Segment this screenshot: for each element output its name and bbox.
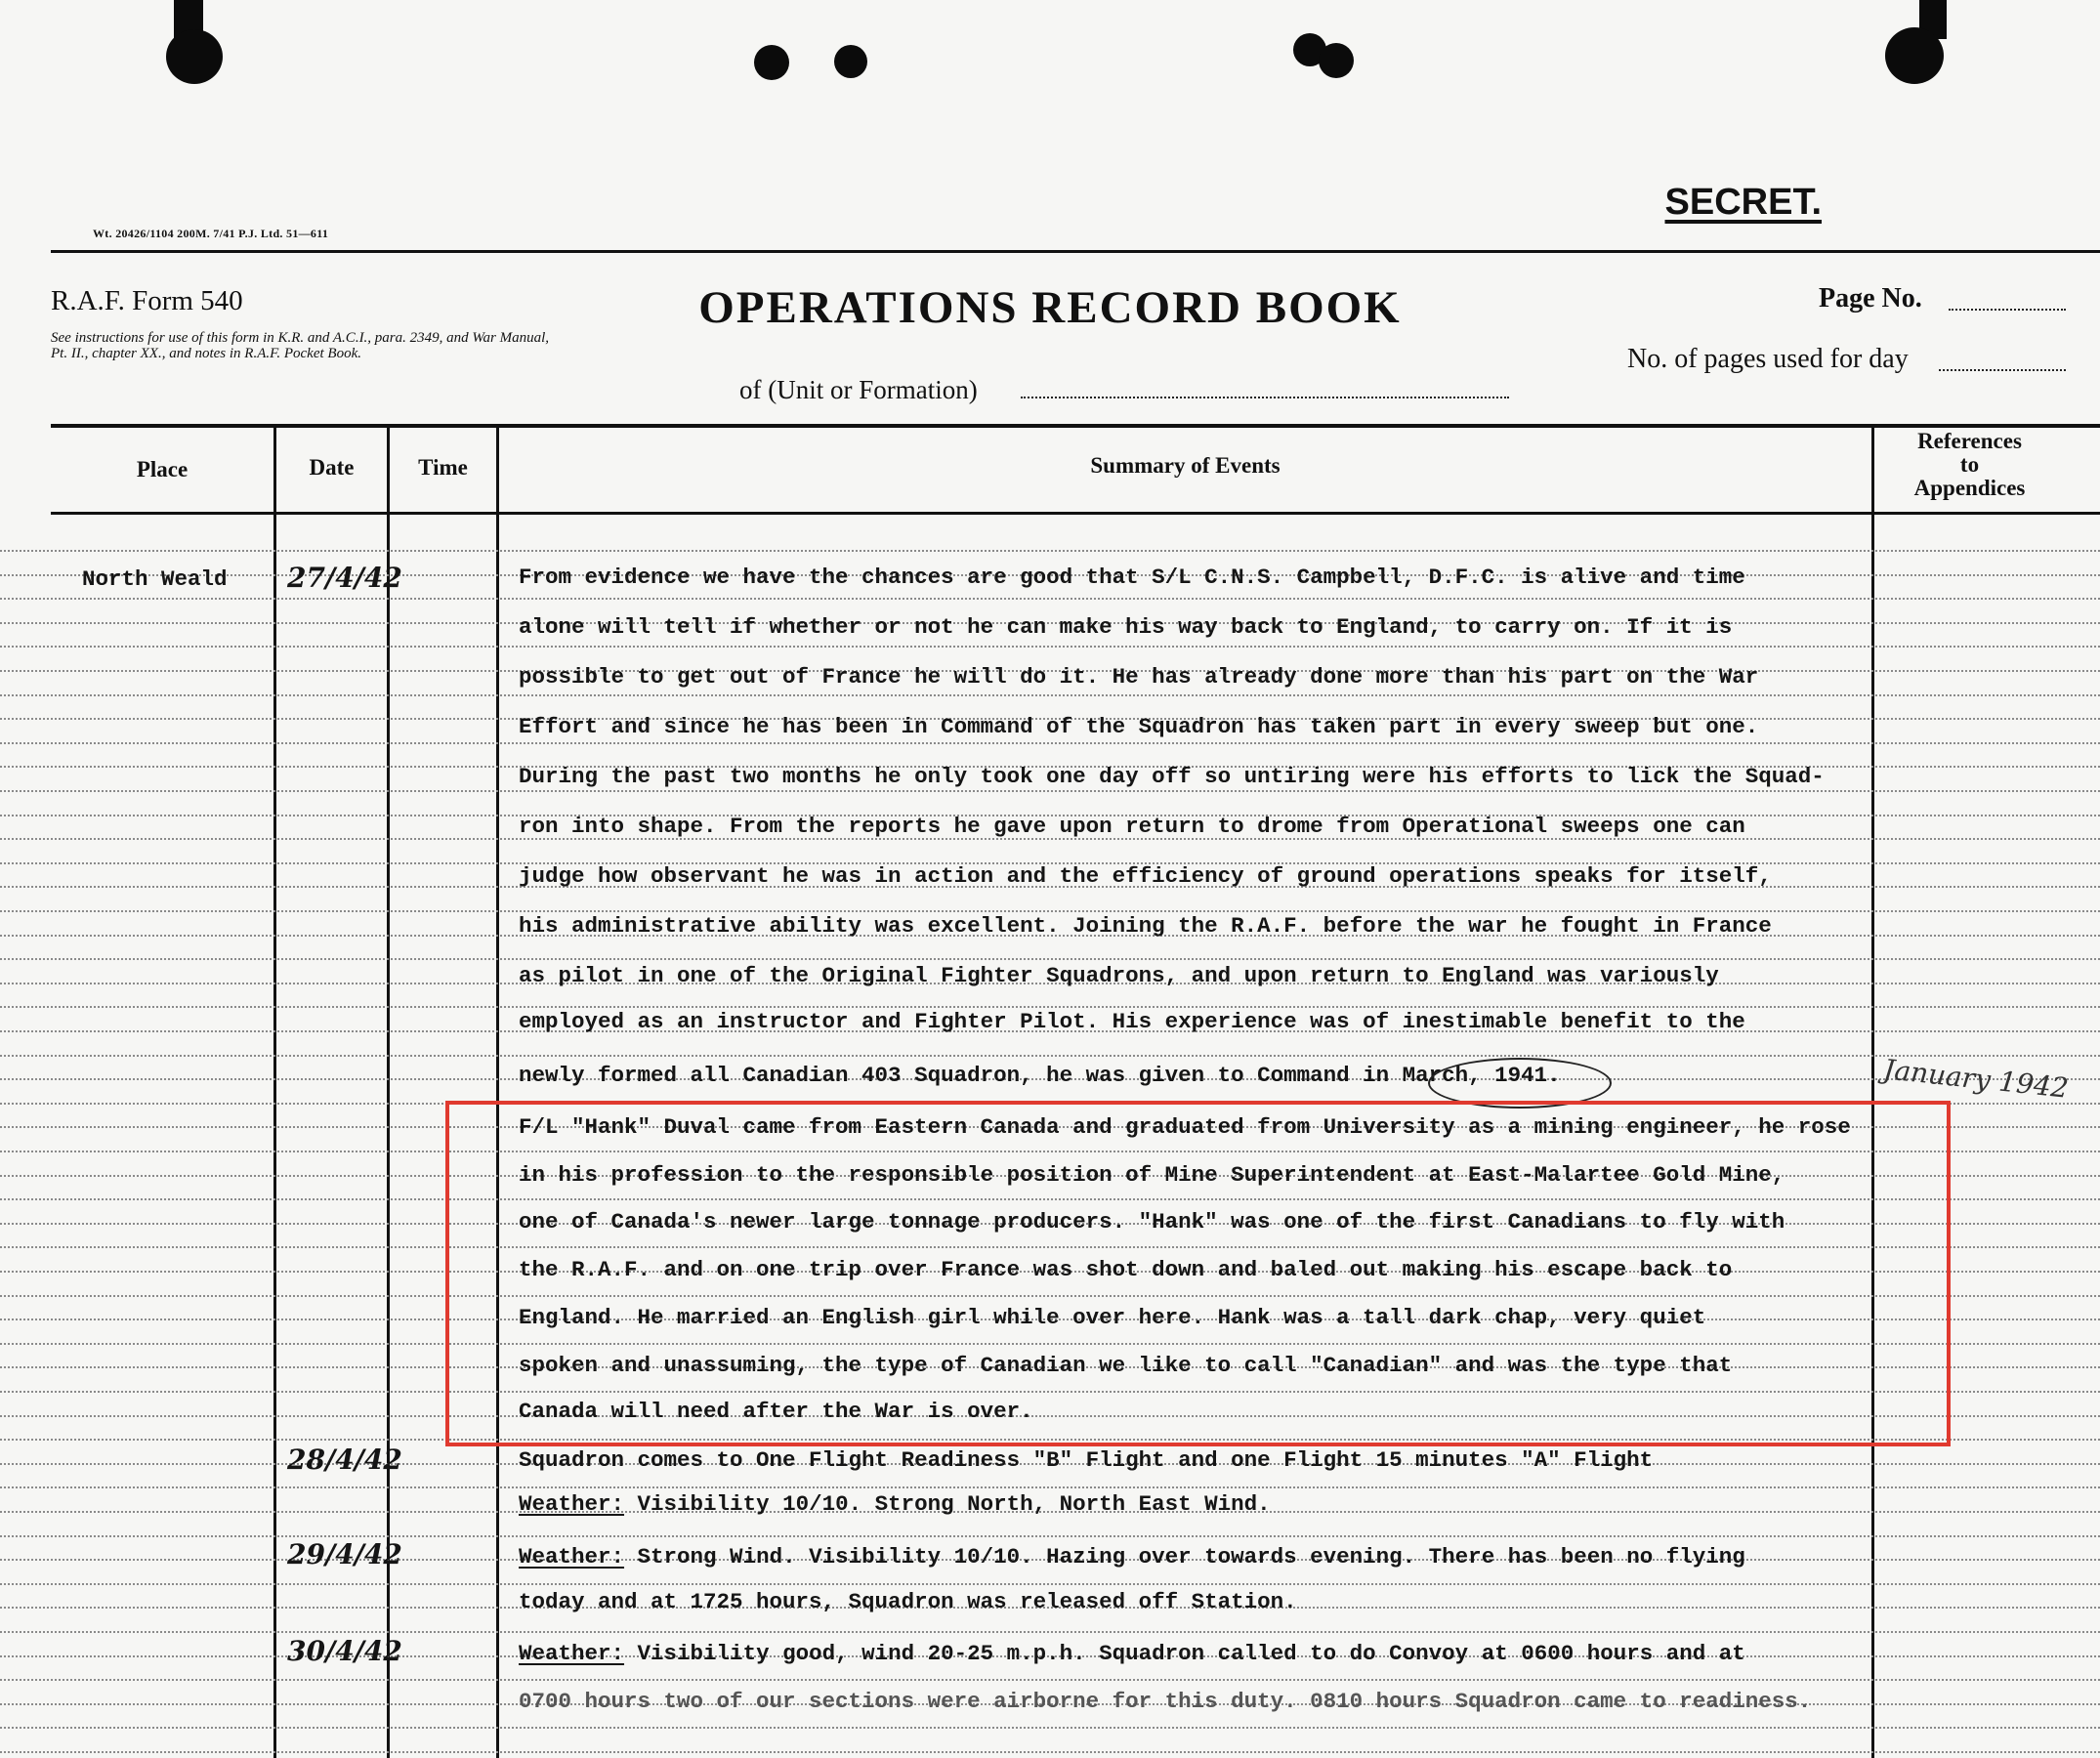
ruled-line xyxy=(0,1486,2100,1488)
summary-line-12: F/L "Hank" Duval came from Eastern Canada and graduated from University as a mining engineer, he rose xyxy=(519,1114,1851,1140)
page-number-label: Page No. xyxy=(1819,283,1922,314)
ruled-line xyxy=(0,742,2100,744)
entry-place: North Weald xyxy=(82,566,228,592)
binder-hole-2 xyxy=(754,45,789,80)
references-line-2: to xyxy=(1959,452,1980,477)
ruled-line xyxy=(0,550,2100,552)
pages-used-label: No. of pages used for day xyxy=(1627,344,1909,374)
form-instructions-note: See instructions for use of this form in K.R. and A.C.I., para. 2349, and War Manual, Pt. II., chapter XX., and notes in R.A.F. Pocket Book. xyxy=(51,330,550,361)
summary-weather-line-3 xyxy=(519,1641,1745,1666)
summary-weather-line-2 xyxy=(519,1544,1745,1570)
summary-line-11: newly formed all Canadian 403 Squadron, he was given to Command in March, 1941. xyxy=(519,1063,1561,1088)
classification-stamp: SECRET. xyxy=(1664,182,1822,223)
summary-weather-line-1 xyxy=(519,1491,1271,1517)
binder-hole-left xyxy=(166,29,223,84)
summary-line-18: Canada will need after the War is over. xyxy=(519,1399,1033,1424)
binder-hole-right xyxy=(1885,27,1944,84)
summary-line-8: his administrative ability was excellent. Joining the R.A.F. before the war he fought in France xyxy=(519,913,1772,939)
ruled-line xyxy=(0,646,2100,648)
form-id: R.A.F. Form 540 xyxy=(51,285,243,316)
ruled-line xyxy=(0,1535,2100,1537)
column-header-date: Date xyxy=(309,455,355,480)
ruled-line xyxy=(0,1631,2100,1633)
column-header-references xyxy=(1874,430,2065,500)
entry-date-2: 28/4/42 xyxy=(287,1444,402,1476)
summary-line-19: Squadron comes to One Flight Readiness "B" Flight and one Flight 15 minutes "A" Flight xyxy=(519,1447,1654,1473)
header-top-rule xyxy=(51,250,2100,253)
summary-line-6: ron into shape. From the reports he gave upon return to drome from Operational sweeps one can xyxy=(519,814,1745,839)
page-number-field xyxy=(1949,309,2066,311)
weather-label: Weather: xyxy=(519,1544,625,1570)
table-header-rule xyxy=(51,512,2100,515)
ruled-line xyxy=(0,1006,2100,1008)
ruled-line xyxy=(0,790,2100,792)
ruled-line xyxy=(0,1679,2100,1681)
weather-label: Weather: xyxy=(519,1491,625,1517)
summary-line-13: in his profession to the responsible position of Mine Superintendent at East-Malartee Gold Mine, xyxy=(519,1162,1785,1188)
weather-text: Visibility good, wind 20-25 m.p.h. Squadron called to do Convoy at 0600 hours and at xyxy=(637,1641,1745,1666)
summary-line-2: alone will tell if whether or not he can make his way back to England, to carry on. If it is xyxy=(519,614,1733,640)
weather-text: Strong Wind. Visibility 10/10. Hazing over towards evening. There has been no flying xyxy=(637,1544,1745,1570)
table-top-rule xyxy=(51,424,2100,428)
ruled-line xyxy=(0,1727,2100,1729)
margin-annotation: January 1942 xyxy=(1881,1053,2071,1105)
page-title: OPERATIONS RECORD BOOK xyxy=(698,282,1402,333)
summary-line-10: employed as an instructor and Fighter Pilot. His experience was of inestimable benefit to the xyxy=(519,1009,1745,1034)
ruled-line xyxy=(0,1583,2100,1585)
summary-line-5: During the past two months he only took one day off so untiring were his efforts to lick the Squad- xyxy=(519,764,1825,789)
ruled-line xyxy=(0,694,2100,696)
references-line-1: References xyxy=(1917,429,2022,453)
entry-date-1: 27/4/42 xyxy=(287,562,402,594)
ruled-line xyxy=(0,598,2100,600)
binder-hole-5 xyxy=(1319,43,1354,78)
summary-line-9: as pilot in one of the Original Fighter Squadrons, and upon return to England was variously xyxy=(519,963,1719,988)
summary-line-24: 0700 hours two of our sections were airborne for this duty. 0810 hours Squadron came to readiness. xyxy=(519,1689,1812,1714)
binder-hole-3 xyxy=(834,45,867,78)
entry-date-4: 30/4/42 xyxy=(287,1635,402,1667)
references-line-3: Appendices xyxy=(1913,476,2026,500)
ruled-line xyxy=(0,1751,2100,1753)
unit-formation-field xyxy=(1021,397,1509,398)
ruled-line xyxy=(0,958,2100,960)
entry-date-3: 29/4/42 xyxy=(287,1538,402,1570)
summary-line-1: From evidence we have the chances are good that S/L C.N.S. Campbell, D.F.C. is alive and time xyxy=(519,565,1745,590)
print-code: Wt. 20426/1104 200M. 7/41 P.J. Ltd. 51—611 xyxy=(93,227,329,240)
summary-line-3: possible to get out of France he will do it. He has already done more than his part on the War xyxy=(519,664,1759,690)
column-header-place: Place xyxy=(136,457,189,481)
unit-formation-label: of (Unit or Formation) xyxy=(739,375,978,404)
summary-line-16: England. He married an English girl while over here. Hank was a tall dark chap, very quiet xyxy=(519,1305,1706,1330)
column-header-time: Time xyxy=(418,455,468,480)
summary-line-22: today and at 1725 hours, Squadron was released off Station. xyxy=(519,1589,1297,1614)
summary-line-4: Effort and since he has been in Command of the Squadron has taken part in every sweep but one. xyxy=(519,714,1759,739)
summary-line-15: the R.A.F. and on one trip over France was shot down and baled out making his escape back to xyxy=(519,1257,1733,1282)
highlight-box xyxy=(445,1101,1951,1446)
summary-line-14: one of Canada's newer large tonnage producers. "Hank" was one of the first Canadians to fly with xyxy=(519,1209,1785,1235)
ruled-line xyxy=(0,1055,2100,1057)
weather-text: Visibility 10/10. Strong North, North East Wind. xyxy=(637,1491,1271,1517)
summary-line-17: spoken and unassuming, the type of Canadian we like to call "Canadian" and was the type that xyxy=(519,1353,1733,1378)
column-header-summary: Summary of Events xyxy=(1090,453,1281,478)
summary-line-7: judge how observant he was in action and the efficiency of ground operations speaks for itself, xyxy=(519,863,1772,889)
ruled-line xyxy=(0,910,2100,912)
pages-used-field xyxy=(1939,369,2066,371)
weather-label: Weather: xyxy=(519,1641,625,1666)
